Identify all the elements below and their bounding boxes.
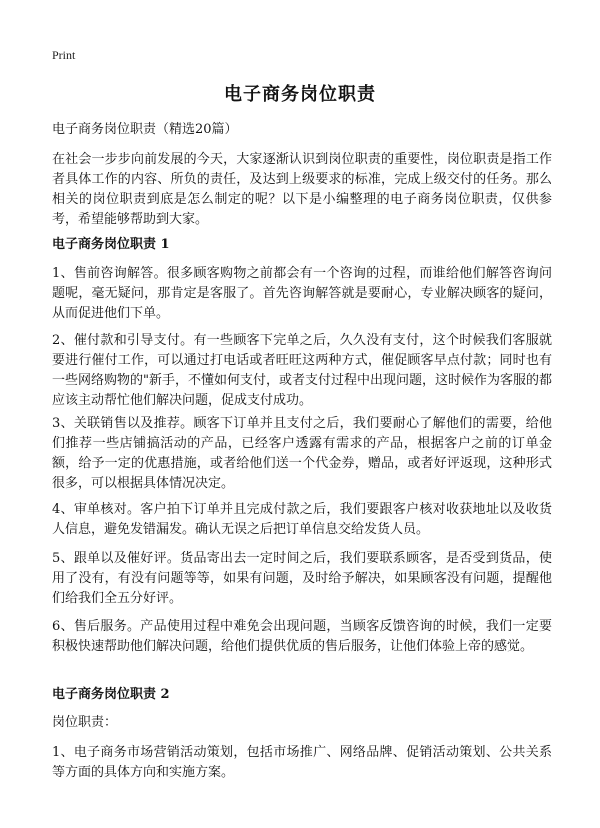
section-1-item-3: 3、关联销售以及推荐。顾客下订单并且支付之后，我们要耐心了解他们的需要，给他们推荐一些店铺搞活动的产品，已经客户透露有需求的产品，根据客户之前的订单金额，给予一定的优惠措施，或者给他们送一个代金券，赠品，或者好评返现，这种形式很多，可以根据具体情况决定。 — [52, 416, 552, 491]
section-1-item-1: 1、售前咨询解答。很多顾客购物之前都会有一个咨询的过程，而谁给他们解答咨询问题呢，毫无疑问，那肯定是客服了。首先咨询解答就是要耐心，专业解决顾客的疑问，从而促进他们下单。 — [52, 266, 552, 321]
section-1-item-6: 6、售后服务。产品使用过程中难免会出现问题，当顾客反馈咨询的时候，我们一定要积极快速帮助他们解决问题，给他们提供优质的售后服务，让他们体验上帝的感觉。 — [52, 619, 552, 654]
page-title: 电子商务岗位职责 — [224, 84, 376, 105]
section-1-item-2: 2、催付款和引导支付。有一些顾客下完单之后，久久没有支付，这个时候我们客服就要进行催付工作，可以通过打电话或者旺旺这两种方式，催促顾客早点付款；同时也有一些网络购物的"新手，不懂如何支付，或者支付过程中出现问题，这时候作为客服的都应该主动帮忙他们解决问题，促成支付成功。 — [52, 333, 552, 408]
document-subtitle: 电子商务岗位职责（精选20篇） — [52, 122, 238, 137]
section-2-heading: 电子商务岗位职责 2 — [52, 687, 170, 702]
print-link[interactable]: Print — [52, 48, 76, 62]
section-1-item-4: 4、审单核对。客户拍下订单并且完成付款之后，我们要跟客户核对收获地址以及收货人信息，避免发错漏发。确认无误之后把订单信息交给发货人员。 — [52, 502, 552, 537]
section-2-label: 岗位职责： — [52, 715, 118, 730]
section-1-item-5: 5、跟单以及催好评。货品寄出去一定时间之后，我们要联系顾客，是否受到货品，使用了没有，有没有问题等等，如果有问题，及时给予解决，如果顾客没有问题，提醒他们给我们全五分好评。 — [52, 551, 552, 606]
section-1-heading: 电子商务岗位职责 1 — [52, 237, 170, 252]
section-2-item-1: 1、电子商务市场营销活动策划，包括市场推广、网络品牌、促销活动策划、公共关系等方面的具体方向和实施方案。 — [52, 745, 552, 780]
intro-paragraph: 在社会一步步向前发展的今天，大家逐渐认识到岗位职责的重要性，岗位职责是指工作者具体工作的内容、所负的责任，及达到上级要求的标准，完成上级交付的任务。那么相关的岗位职责到底是怎么制定的呢？以下是小编整理的电子商务岗位职责，仅供参考，希望能够帮助到大家。 — [52, 152, 552, 227]
